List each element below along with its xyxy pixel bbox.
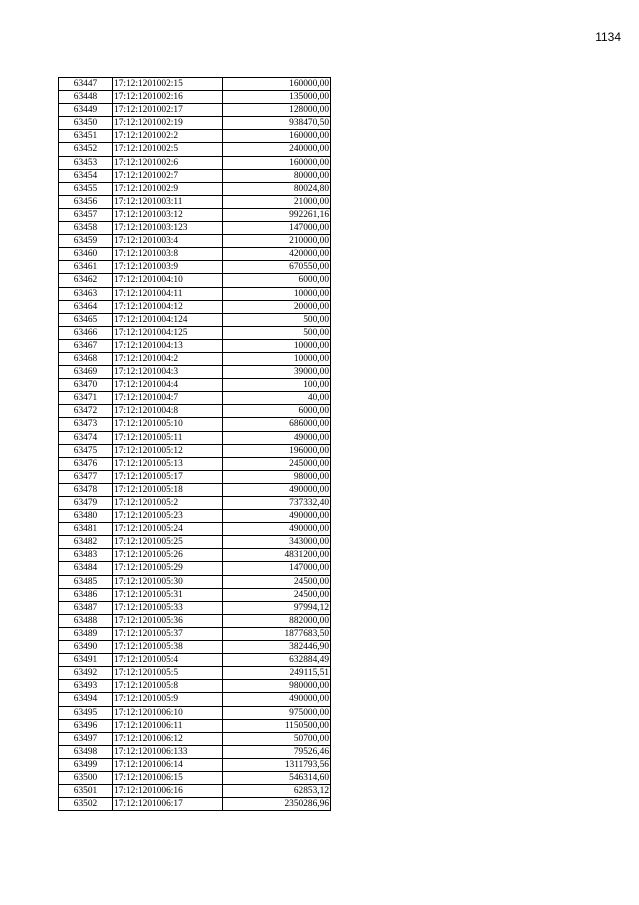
value-cell: 6000,00 bbox=[223, 274, 331, 287]
table-row bbox=[59, 392, 331, 405]
value-cell: 10000,00 bbox=[223, 287, 331, 300]
cadastral-number-cell: 17:12:1201004:11 bbox=[113, 287, 223, 300]
value-cell: 210000,00 bbox=[223, 235, 331, 248]
cadastral-number-cell: 17:12:1201006:17 bbox=[113, 798, 223, 811]
row-number-cell: 63473 bbox=[59, 418, 113, 431]
cadastral-number-cell: 17:12:1201002:9 bbox=[113, 182, 223, 195]
value-cell: 97994,12 bbox=[223, 601, 331, 614]
value-cell: 196000,00 bbox=[223, 444, 331, 457]
table-row bbox=[59, 339, 331, 352]
table-row bbox=[59, 470, 331, 483]
cadastral-number-cell: 17:12:1201004:3 bbox=[113, 366, 223, 379]
cadastral-number-cell: 17:12:1201004:8 bbox=[113, 405, 223, 418]
value-cell: 128000,00 bbox=[223, 104, 331, 117]
cadastral-number-cell: 17:12:1201005:11 bbox=[113, 431, 223, 444]
table-row bbox=[59, 117, 331, 130]
table-row bbox=[59, 706, 331, 719]
row-number-cell: 63487 bbox=[59, 601, 113, 614]
value-cell: 10000,00 bbox=[223, 352, 331, 365]
value-cell: 980000,00 bbox=[223, 680, 331, 693]
cadastral-number-cell: 17:12:1201005:13 bbox=[113, 457, 223, 470]
table-row bbox=[59, 130, 331, 143]
page-number: 1134 bbox=[595, 30, 621, 44]
cadastral-number-cell: 17:12:1201002:19 bbox=[113, 117, 223, 130]
cadastral-number-cell: 17:12:1201002:6 bbox=[113, 156, 223, 169]
row-number-cell: 63468 bbox=[59, 352, 113, 365]
table-row bbox=[59, 352, 331, 365]
value-cell: 147000,00 bbox=[223, 222, 331, 235]
table-row bbox=[59, 601, 331, 614]
cadastral-number-cell: 17:12:1201002:17 bbox=[113, 104, 223, 117]
row-number-cell: 63449 bbox=[59, 104, 113, 117]
cadastral-number-cell: 17:12:1201005:4 bbox=[113, 654, 223, 667]
row-number-cell: 63479 bbox=[59, 497, 113, 510]
table-row bbox=[59, 444, 331, 457]
value-cell: 6000,00 bbox=[223, 405, 331, 418]
table-body bbox=[59, 78, 331, 811]
row-number-cell: 63471 bbox=[59, 392, 113, 405]
value-cell: 490000,00 bbox=[223, 693, 331, 706]
row-number-cell: 63453 bbox=[59, 156, 113, 169]
value-cell: 938470,50 bbox=[223, 117, 331, 130]
row-number-cell: 63491 bbox=[59, 654, 113, 667]
table-row bbox=[59, 222, 331, 235]
row-number-cell: 63483 bbox=[59, 549, 113, 562]
cadastral-number-cell: 17:12:1201005:24 bbox=[113, 523, 223, 536]
row-number-cell: 63481 bbox=[59, 523, 113, 536]
table-row bbox=[59, 274, 331, 287]
value-cell: 21000,00 bbox=[223, 195, 331, 208]
cadastral-number-cell: 17:12:1201005:12 bbox=[113, 444, 223, 457]
table-row bbox=[59, 536, 331, 549]
table-row bbox=[59, 758, 331, 771]
value-cell: 975000,00 bbox=[223, 706, 331, 719]
table-row bbox=[59, 680, 331, 693]
table-row bbox=[59, 91, 331, 104]
value-cell: 2350286,96 bbox=[223, 798, 331, 811]
value-cell: 160000,00 bbox=[223, 130, 331, 143]
cadastral-number-cell: 17:12:1201005:33 bbox=[113, 601, 223, 614]
cadastral-number-cell: 17:12:1201005:31 bbox=[113, 588, 223, 601]
cadastral-number-cell: 17:12:1201002:16 bbox=[113, 91, 223, 104]
value-cell: 147000,00 bbox=[223, 562, 331, 575]
cadastral-number-cell: 17:12:1201004:10 bbox=[113, 274, 223, 287]
value-cell: 1150500,00 bbox=[223, 719, 331, 732]
row-number-cell: 63482 bbox=[59, 536, 113, 549]
table-row bbox=[59, 614, 331, 627]
row-number-cell: 63496 bbox=[59, 719, 113, 732]
value-cell: 240000,00 bbox=[223, 143, 331, 156]
row-number-cell: 63455 bbox=[59, 182, 113, 195]
cadastral-number-cell: 17:12:1201005:17 bbox=[113, 470, 223, 483]
row-number-cell: 63463 bbox=[59, 287, 113, 300]
row-number-cell: 63490 bbox=[59, 641, 113, 654]
cadastral-number-cell: 17:12:1201004:7 bbox=[113, 392, 223, 405]
table-row bbox=[59, 693, 331, 706]
cadastral-number-cell: 17:12:1201005:26 bbox=[113, 549, 223, 562]
value-cell: 670550,00 bbox=[223, 261, 331, 274]
row-number-cell: 63485 bbox=[59, 575, 113, 588]
value-cell: 420000,00 bbox=[223, 248, 331, 261]
cadastral-number-cell: 17:12:1201006:10 bbox=[113, 706, 223, 719]
cadastral-number-cell: 17:12:1201005:8 bbox=[113, 680, 223, 693]
row-number-cell: 63467 bbox=[59, 339, 113, 352]
value-cell: 1877683,50 bbox=[223, 627, 331, 640]
table-row bbox=[59, 641, 331, 654]
row-number-cell: 63493 bbox=[59, 680, 113, 693]
row-number-cell: 63495 bbox=[59, 706, 113, 719]
cadastral-number-cell: 17:12:1201002:2 bbox=[113, 130, 223, 143]
cadastral-number-cell: 17:12:1201005:18 bbox=[113, 483, 223, 496]
table-row bbox=[59, 326, 331, 339]
cadastral-number-cell: 17:12:1201003:4 bbox=[113, 235, 223, 248]
table-row bbox=[59, 562, 331, 575]
table-row bbox=[59, 78, 331, 91]
cadastral-number-cell: 17:12:1201005:37 bbox=[113, 627, 223, 640]
value-cell: 160000,00 bbox=[223, 156, 331, 169]
value-cell: 50700,00 bbox=[223, 732, 331, 745]
row-number-cell: 63502 bbox=[59, 798, 113, 811]
table-row bbox=[59, 182, 331, 195]
row-number-cell: 63447 bbox=[59, 78, 113, 91]
row-number-cell: 63470 bbox=[59, 379, 113, 392]
row-number-cell: 63451 bbox=[59, 130, 113, 143]
cadastral-number-cell: 17:12:1201002:15 bbox=[113, 78, 223, 91]
row-number-cell: 63497 bbox=[59, 732, 113, 745]
cadastral-number-cell: 17:12:1201005:36 bbox=[113, 614, 223, 627]
cadastral-number-cell: 17:12:1201006:14 bbox=[113, 758, 223, 771]
cadastral-number-cell: 17:12:1201005:23 bbox=[113, 510, 223, 523]
row-number-cell: 63477 bbox=[59, 470, 113, 483]
value-cell: 245000,00 bbox=[223, 457, 331, 470]
table-row bbox=[59, 366, 331, 379]
table-row bbox=[59, 418, 331, 431]
value-cell: 24500,00 bbox=[223, 575, 331, 588]
value-cell: 62853,12 bbox=[223, 785, 331, 798]
cadastral-number-cell: 17:12:1201006:15 bbox=[113, 771, 223, 784]
row-number-cell: 63458 bbox=[59, 222, 113, 235]
value-cell: 686000,00 bbox=[223, 418, 331, 431]
row-number-cell: 63488 bbox=[59, 614, 113, 627]
value-cell: 79526,46 bbox=[223, 745, 331, 758]
value-cell: 546314,60 bbox=[223, 771, 331, 784]
table-row bbox=[59, 195, 331, 208]
table-row bbox=[59, 588, 331, 601]
cadastral-number-cell: 17:12:1201005:10 bbox=[113, 418, 223, 431]
table-row bbox=[59, 313, 331, 326]
row-number-cell: 63501 bbox=[59, 785, 113, 798]
value-cell: 49000,00 bbox=[223, 431, 331, 444]
table-row bbox=[59, 235, 331, 248]
cadastral-number-cell: 17:12:1201006:16 bbox=[113, 785, 223, 798]
value-cell: 490000,00 bbox=[223, 510, 331, 523]
row-number-cell: 63500 bbox=[59, 771, 113, 784]
value-cell: 992261,16 bbox=[223, 208, 331, 221]
row-number-cell: 63454 bbox=[59, 169, 113, 182]
row-number-cell: 63498 bbox=[59, 745, 113, 758]
row-number-cell: 63462 bbox=[59, 274, 113, 287]
row-number-cell: 63461 bbox=[59, 261, 113, 274]
value-cell: 500,00 bbox=[223, 313, 331, 326]
table-row bbox=[59, 104, 331, 117]
row-number-cell: 63480 bbox=[59, 510, 113, 523]
cadastral-number-cell: 17:12:1201005:29 bbox=[113, 562, 223, 575]
table-row bbox=[59, 627, 331, 640]
cadastral-number-cell: 17:12:1201006:12 bbox=[113, 732, 223, 745]
row-number-cell: 63464 bbox=[59, 300, 113, 313]
cadastral-number-cell: 17:12:1201005:2 bbox=[113, 497, 223, 510]
cadastral-number-cell: 17:12:1201005:5 bbox=[113, 667, 223, 680]
table-row bbox=[59, 798, 331, 811]
row-number-cell: 63459 bbox=[59, 235, 113, 248]
table-row bbox=[59, 300, 331, 313]
row-number-cell: 63466 bbox=[59, 326, 113, 339]
cadastral-number-cell: 17:12:1201003:123 bbox=[113, 222, 223, 235]
table-row bbox=[59, 771, 331, 784]
value-cell: 1311793,56 bbox=[223, 758, 331, 771]
table-row bbox=[59, 667, 331, 680]
value-cell: 10000,00 bbox=[223, 339, 331, 352]
row-number-cell: 63474 bbox=[59, 431, 113, 444]
data-table bbox=[58, 77, 331, 811]
cadastral-number-cell: 17:12:1201005:38 bbox=[113, 641, 223, 654]
value-cell: 39000,00 bbox=[223, 366, 331, 379]
table-row bbox=[59, 457, 331, 470]
cadastral-number-cell: 17:12:1201004:4 bbox=[113, 379, 223, 392]
value-cell: 490000,00 bbox=[223, 483, 331, 496]
table-row bbox=[59, 208, 331, 221]
table-row bbox=[59, 287, 331, 300]
cadastral-number-cell: 17:12:1201002:5 bbox=[113, 143, 223, 156]
value-cell: 632884,49 bbox=[223, 654, 331, 667]
row-number-cell: 63478 bbox=[59, 483, 113, 496]
value-cell: 882000,00 bbox=[223, 614, 331, 627]
row-number-cell: 63460 bbox=[59, 248, 113, 261]
table-row bbox=[59, 654, 331, 667]
row-number-cell: 63492 bbox=[59, 667, 113, 680]
table-row bbox=[59, 510, 331, 523]
cadastral-number-cell: 17:12:1201005:30 bbox=[113, 575, 223, 588]
value-cell: 160000,00 bbox=[223, 78, 331, 91]
row-number-cell: 63448 bbox=[59, 91, 113, 104]
table-row bbox=[59, 379, 331, 392]
cadastral-number-cell: 17:12:1201005:9 bbox=[113, 693, 223, 706]
cadastral-number-cell: 17:12:1201006:133 bbox=[113, 745, 223, 758]
value-cell: 490000,00 bbox=[223, 523, 331, 536]
table-row bbox=[59, 248, 331, 261]
value-cell: 98000,00 bbox=[223, 470, 331, 483]
table-row bbox=[59, 549, 331, 562]
row-number-cell: 63456 bbox=[59, 195, 113, 208]
value-cell: 20000,00 bbox=[223, 300, 331, 313]
value-cell: 737332,40 bbox=[223, 497, 331, 510]
table-row bbox=[59, 405, 331, 418]
table-row bbox=[59, 483, 331, 496]
row-number-cell: 63499 bbox=[59, 758, 113, 771]
row-number-cell: 63494 bbox=[59, 693, 113, 706]
table-row bbox=[59, 732, 331, 745]
row-number-cell: 63476 bbox=[59, 457, 113, 470]
cadastral-number-cell: 17:12:1201003:8 bbox=[113, 248, 223, 261]
value-cell: 382446,90 bbox=[223, 641, 331, 654]
value-cell: 343000,00 bbox=[223, 536, 331, 549]
table-row bbox=[59, 169, 331, 182]
row-number-cell: 63489 bbox=[59, 627, 113, 640]
table-row bbox=[59, 575, 331, 588]
table-row bbox=[59, 785, 331, 798]
value-cell: 24500,00 bbox=[223, 588, 331, 601]
table-row bbox=[59, 431, 331, 444]
table-row bbox=[59, 261, 331, 274]
value-cell: 500,00 bbox=[223, 326, 331, 339]
row-number-cell: 63452 bbox=[59, 143, 113, 156]
row-number-cell: 63465 bbox=[59, 313, 113, 326]
cadastral-number-cell: 17:12:1201004:12 bbox=[113, 300, 223, 313]
cadastral-number-cell: 17:12:1201003:9 bbox=[113, 261, 223, 274]
cadastral-number-cell: 17:12:1201006:11 bbox=[113, 719, 223, 732]
value-cell: 4831200,00 bbox=[223, 549, 331, 562]
value-cell: 80024,80 bbox=[223, 182, 331, 195]
row-number-cell: 63450 bbox=[59, 117, 113, 130]
row-number-cell: 63469 bbox=[59, 366, 113, 379]
row-number-cell: 63475 bbox=[59, 444, 113, 457]
table-row bbox=[59, 143, 331, 156]
row-number-cell: 63486 bbox=[59, 588, 113, 601]
cadastral-number-cell: 17:12:1201004:13 bbox=[113, 339, 223, 352]
table-row bbox=[59, 745, 331, 758]
cadastral-number-cell: 17:12:1201004:124 bbox=[113, 313, 223, 326]
cadastral-number-cell: 17:12:1201003:11 bbox=[113, 195, 223, 208]
row-number-cell: 63457 bbox=[59, 208, 113, 221]
value-cell: 40,00 bbox=[223, 392, 331, 405]
table-row bbox=[59, 523, 331, 536]
row-number-cell: 63484 bbox=[59, 562, 113, 575]
cadastral-number-cell: 17:12:1201002:7 bbox=[113, 169, 223, 182]
table-row bbox=[59, 719, 331, 732]
value-cell: 249115,51 bbox=[223, 667, 331, 680]
cadastral-number-cell: 17:12:1201004:2 bbox=[113, 352, 223, 365]
value-cell: 80000,00 bbox=[223, 169, 331, 182]
cadastral-number-cell: 17:12:1201004:125 bbox=[113, 326, 223, 339]
table-row bbox=[59, 497, 331, 510]
row-number-cell: 63472 bbox=[59, 405, 113, 418]
cadastral-number-cell: 17:12:1201003:12 bbox=[113, 208, 223, 221]
table-row bbox=[59, 156, 331, 169]
cadastral-number-cell: 17:12:1201005:25 bbox=[113, 536, 223, 549]
value-cell: 135000,00 bbox=[223, 91, 331, 104]
value-cell: 100,00 bbox=[223, 379, 331, 392]
